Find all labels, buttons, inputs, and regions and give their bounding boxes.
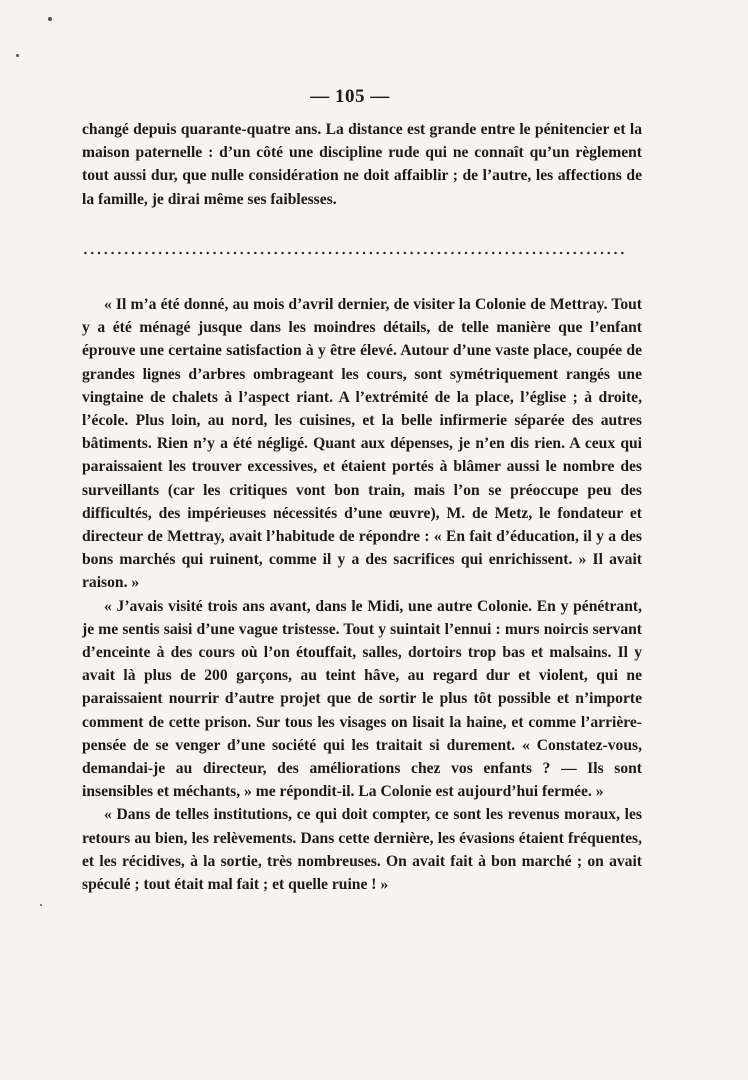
paragraph-mettray: « Il m’a été donné, au mois d’avril dernier, de visiter la Colonie de Mettray. Tout y a été ménagé jusque dans les moindres détails, de telle manière que l’enfant éprouve une certaine satisfaction à y être élevé. Autour d’une vaste place, coupée de grandes lignes d’arbres ombrageant les cours, sont symétriquement rangés une vingtaine de chalets à l’aspect riant. A l’extrémité de la place, l’église ; à droite, l’école. Plus loin, au nord, les cuisines, et la belle infirmerie séparée des autres bâtiments. Rien n’y a été négligé. Quant aux dépenses, je n’en dis rien. A ceux qui paraissaient les trouver excessives, et étaient portés à blâmer aussi le nombre des surveillants (car les critiques vont bon train, mais l’on se préoccupe peu des difficultés, des impérieuses nécessités d’une œuvre), M. de Metz, le fondateur et directeur de Mettray, avait l’habitude de répondre : « En fait d’éducation, il y a des bons marchés qui ruinent, comme il y a des sacrifices qui enrichissent. » Il avait raison. » — [82, 296, 642, 592]
ink-speck — [16, 54, 19, 57]
ink-speck — [40, 904, 42, 906]
dotted-separator — [82, 248, 627, 258]
ink-speck — [48, 17, 52, 21]
paragraph-institutions: « Dans de telles institutions, ce qui doit compter, ce sont les revenus moraux, les retours au bien, les relèvements. Dans cette dernière, les évasions étaient fréquentes, et les récidives, à la sortie, très nombreuses. On avait fait à bon marché ; on avait spéculé ; tout était mal fait ; et quelle ruine ! » — [82, 806, 642, 894]
main-text-block — [82, 293, 642, 896]
intro-text: changé depuis quarante-quatre ans. La distance est grande entre le pénitencier et la maison paternelle : d’un côté une discipline rude qui ne connaît qu’un règlement tout aussi dur, que nulle considération ne doit affaiblir ; de l’autre, les affections de la famille, je dirai même ses faiblesses. — [82, 121, 642, 208]
paragraph-midi-colony: « J’avais visité trois ans avant, dans le Midi, une autre Colonie. En y pénétrant, je me sentis saisi d’une vague tristesse. Tout y suintait l’ennui : murs noircis servant d’enceinte à des cours où l’on étouffait, salles, dortoirs trop bas et malsains. Il y avait là plus de 200 garçons, au teint hâve, au regard dur et violent, qui ne paraissaient nourrir d’autre projet que de sortir le plus tôt possible et n’importe comment de cette prison. Sur tous les visages on lisait la haine, et comme l’arrière-pensée de se venger d’une société qui les traitait si durement. « Constatez-vous, demandai-je au directeur, des améliorations chez vos enfants ? — Ils sont insensibles et méchants, » me répondit-il. La Colonie est aujourd’hui fermée. » — [82, 597, 642, 801]
intro-paragraph — [82, 118, 642, 211]
page-number: — 105 — — [310, 86, 390, 107]
